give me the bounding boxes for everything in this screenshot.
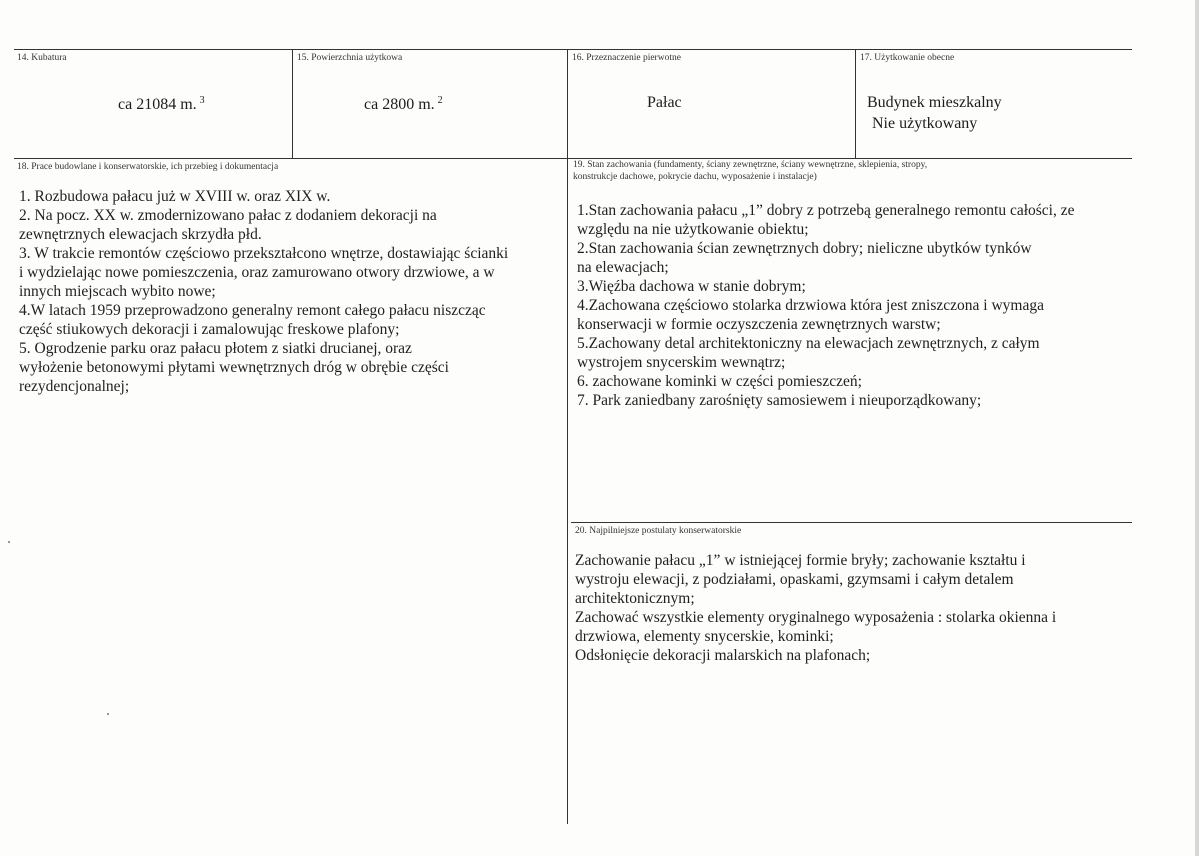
powierzchnia-unit-exponent: 2 [437, 95, 443, 106]
prace-line: część stiukowych dekoracji i zamalowując freskowe plafony; [19, 321, 400, 338]
powierzchnia-label: 15. Powierzchnia użytkowa [297, 53, 403, 63]
rule-v1 [292, 49, 293, 158]
rule-v3 [855, 49, 856, 158]
prace-line: 1. Rozbudowa pałacu już w XVIII w. oraz XIX w. [19, 188, 331, 205]
scan-edge [1195, 0, 1199, 856]
stan-list [577, 201, 1132, 410]
stan-line: 6. zachowane kominki w części pomieszczeń; [577, 373, 862, 390]
powierzchnia-number: ca 2800 m. [364, 96, 435, 113]
prace-line: wyłożenie betonowymi płytami wewnętrznych dróg w obrębie części [19, 359, 449, 376]
rule-f20-top [571, 522, 1132, 523]
prace-line: i wydzielając nowe pomieszczenia, oraz zamurowano otwory drzwiowe, a w [19, 264, 495, 281]
prace-list [19, 187, 559, 396]
stan-line: 2.Stan zachowania ścian zewnętrznych dobry; nieliczne ubytków tynków [577, 240, 1032, 257]
przeznaczenie-label: 16. Przeznaczenie pierwotne [572, 53, 681, 63]
rule-row1-bottom [14, 158, 1132, 159]
stan-line: konserwacji w formie oczyszczenia zewnętrznych warstw; [577, 316, 941, 333]
stan-label-1: 19. Stan zachowania (fundamenty, ściany zewnętrzne, ściany wewnętrzne, sklepienia, stropy, [573, 160, 928, 170]
rule-top [14, 49, 1132, 50]
uzytkowanie-value-1: Budynek mieszkalny [867, 94, 1002, 111]
prace-line: rezydencjonalnej; [19, 378, 130, 395]
postulaty-line: Odsłonięcie dekoracji malarskich na plafonach; [575, 647, 871, 664]
stan-line: 1.Stan zachowania pałacu „1” dobry z potrzebą generalnego remontu całości, ze [577, 202, 1075, 219]
prace-label: 18. Prace budowlane i konserwatorskie, ich przebieg i dokumentacja [17, 162, 279, 172]
stan-label-2: konstrukcje dachowe, pokrycie dachu, wyposażenie i instalacje) [573, 172, 817, 182]
uzytkowanie-label: 17. Użytkowanie obecne [860, 53, 955, 63]
prace-line: 5. Ogrodzenie parku oraz pałacu płotem z siatki drucianej, oraz [19, 340, 412, 357]
prace-line: innych miejscach wybito nowe; [19, 283, 216, 300]
postulaty-line: Zachowanie pałacu „1” w istniejącej formie bryły; zachowanie kształtu i [575, 552, 1026, 569]
postulaty-list [575, 551, 1132, 665]
przeznaczenie-value: Pałac [647, 94, 682, 111]
uzytkowanie-value-2: Nie użytkowany [872, 115, 978, 132]
scan-speck [8, 541, 10, 543]
prace-line: zewnętrznych elewacjach skrzydła płd. [19, 226, 262, 243]
postulaty-label: 20. Najpilniejsze postulaty konserwatorskie [575, 526, 742, 536]
stan-line: 7. Park zaniedbany zarośnięty samosiewem i nieuporządkowany; [577, 392, 982, 409]
prace-line: 2. Na pocz. XX w. zmodernizowano pałac z dodaniem dekoracji na [19, 207, 437, 224]
powierzchnia-value [364, 95, 443, 117]
kubatura-unit-exponent: 3 [199, 95, 205, 106]
postulaty-line: Zachować wszystkie elementy oryginalnego wyposażenia : stolarka okienna i [575, 609, 1057, 626]
stan-line: 5.Zachowany detal architektoniczny na elewacjach zewnętrznych, z całym [577, 335, 1040, 352]
kubatura-label: 14. Kubatura [17, 53, 67, 63]
scan-speck [107, 713, 109, 715]
kubatura-value [118, 95, 205, 117]
stan-line: względu na nie użytkowanie obiektu; [577, 221, 809, 238]
stan-line: 3.Więźba dachowa w stanie dobrym; [577, 278, 806, 295]
postulaty-line: wystroju elewacji, z podziałami, opaskami, gzymsami i całym detalem [575, 571, 1014, 588]
postulaty-line: architektonicznym; [575, 590, 695, 607]
stan-line: 4.Zachowana częściowo stolarka drzwiowa która jest zniszczona i wymaga [577, 297, 1044, 314]
postulaty-line: drzwiowa, elementy snycerskie, kominki; [575, 628, 834, 645]
stan-line: wystrojem snycerskim wewnątrz; [577, 354, 786, 371]
rule-v2 [567, 49, 568, 824]
prace-line: 3. W trakcie remontów częściowo przekształcono wnętrze, dostawiając ścianki [19, 245, 509, 262]
stan-line: na elewacjach; [577, 259, 669, 276]
prace-line: 4.W latach 1959 przeprowadzono generalny remont całego pałacu niszcząc [19, 302, 486, 319]
kubatura-number: ca 21084 m. [118, 96, 197, 113]
